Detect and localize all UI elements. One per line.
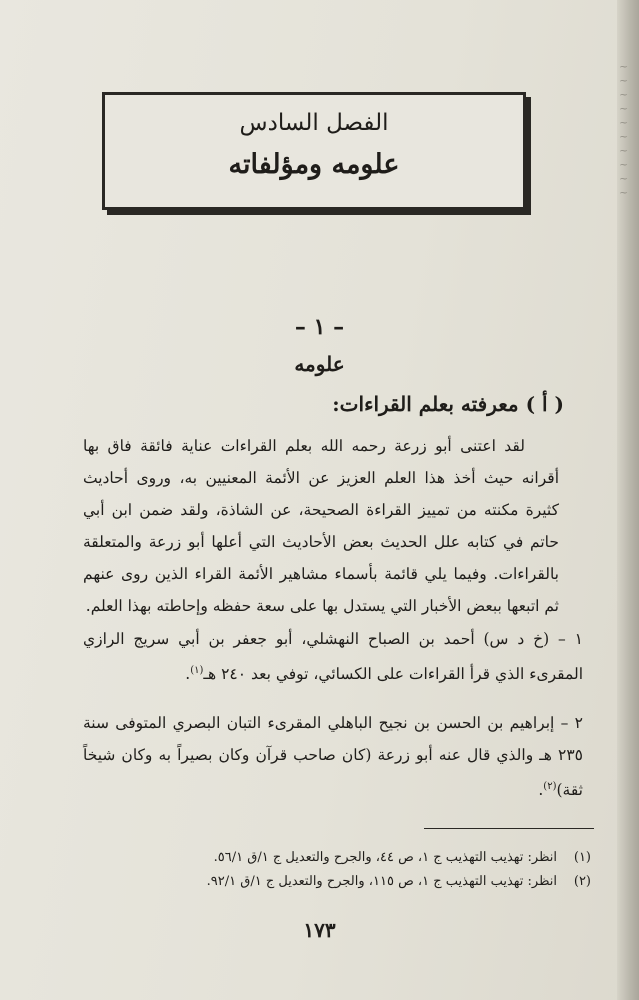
footnote-marker: (١) [573, 850, 591, 865]
chapter-heading: الفصل السادس [239, 110, 389, 136]
chapter-subtitle: علومه ومؤلفاته [228, 149, 400, 180]
list-item: ١ – (خ د س) أحمد بن الصباح النهشلي، أبو جعفر بن أبي سريج الرازي المقرىء الذي قرأ القراءات على الكسائي، توفي بعد ٢٤٠ هـ$^{(١)}$. [83, 630, 583, 684]
section-number: – ١ – [294, 314, 345, 340]
footnote [71, 846, 591, 870]
footnote-reference: (١) [190, 665, 204, 676]
footnote-reference: (٢) [543, 781, 557, 792]
list-item-text: ٢ – إبراهيم بن الحسن بن نجيح الباهلي المقرىء التبان البصري المتوفى سنة ٢٣٥ هـ والذي قال عنه أبو زرعة (كان صاحب قرآن وكان بصيراً به وكان شيخاً ثقة) [83, 714, 583, 800]
footnote-marker: (٢) [573, 874, 591, 889]
section-title: علومه [294, 352, 345, 376]
footnote-text: انظر: تهذيب التهذيب ج ١، ص ١١٥، والجرح والتعديل ج ١/ق ٩٢/١. [206, 874, 557, 889]
chapter-title-box [102, 92, 526, 210]
footnote-divider [424, 828, 594, 829]
page-number: ١٧٣ [303, 918, 336, 942]
footnote [71, 870, 591, 894]
list-item: ٢ – إبراهيم بن الحسن بن نجيح الباهلي المقرىء التبان البصري المتوفى سنة ٢٣٥ هـ والذي قال عنه أبو زرعة (كان صاحب قرآن وكان بصيراً به وكان شيخاً ثقة)$^{(٢)}$. [83, 714, 583, 800]
paragraph-text: لقد اعتنى أبو زرعة رحمه الله بعلم القراءات عناية فائقة فاق بها أقرانه حيث أخذ هذا العلم العزيز عن الأئمة المعنيين به، وروى أحاديث كثيرة مكنته من تمييز القراءة الصحيحة، عن الشاذة، ولقد ضمن ابن أبي حاتم في كتابه علل الحديث بعض الأحاديث التي أعلها أبو زرعة والمتعلقة بالقراءات. وفيما يلي قائمة بأسماء مشاهير الأئمة القراء الذين روى عنهم ثم اتبعها ببعض الأخبار التي يستدل بها على سعة حفظه وإحاطته بهذا العلم. [83, 437, 559, 615]
footnotes [71, 846, 591, 894]
show-through-text: ~ ~ ~ ~ ~ ~ ~ ~ ~ ~ [619, 60, 629, 199]
list-item-text: ١ – (خ د س) أحمد بن الصباح النهشلي، أبو جعفر بن أبي سريج الرازي المقرىء الذي قرأ القراءات على الكسائي، توفي بعد ٢٤٠ هـ [83, 630, 583, 684]
subsection-heading: ( أ ) معرفته بعلم القراءات: [332, 392, 564, 416]
footnote-text: انظر: تهذيب التهذيب ج ١، ص ٤٤، والجرح والتعديل ج ١/ق ٥٦/١. [213, 850, 557, 865]
body-paragraph [83, 430, 559, 622]
